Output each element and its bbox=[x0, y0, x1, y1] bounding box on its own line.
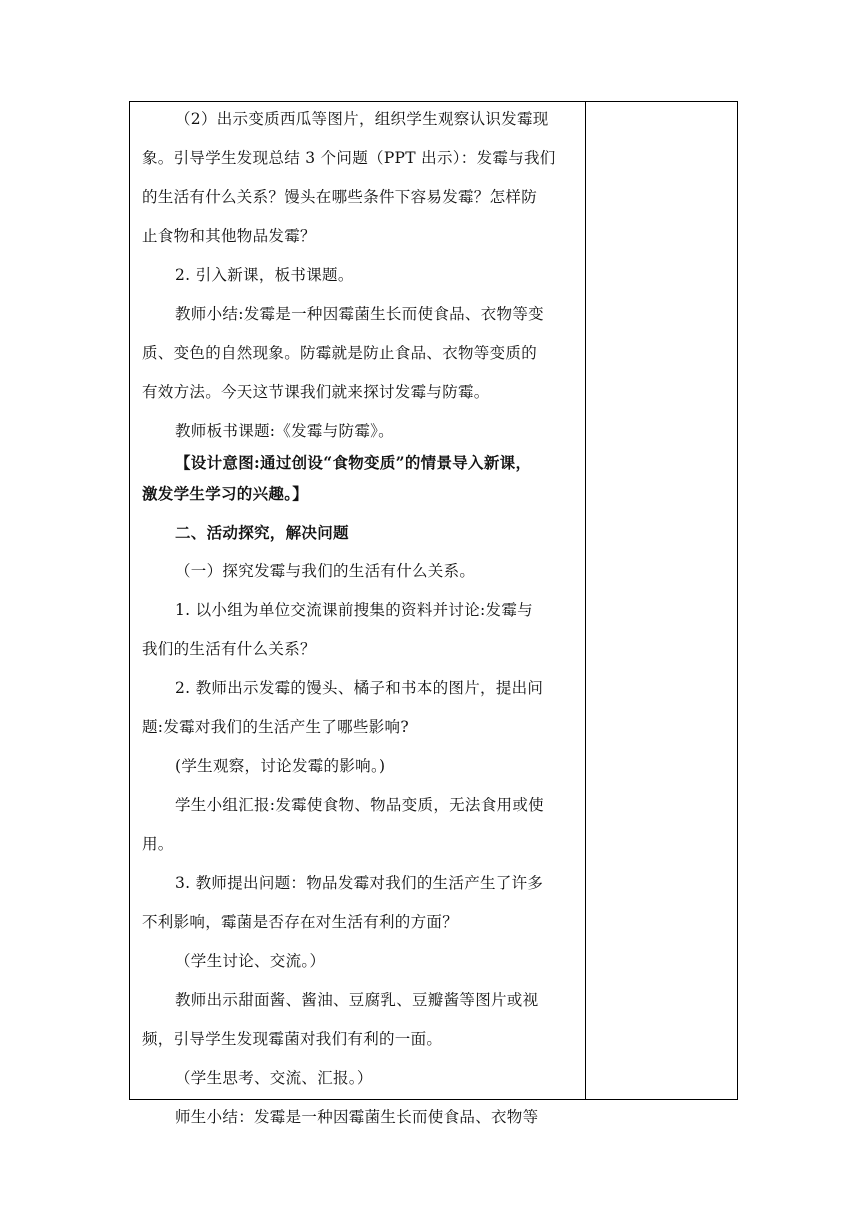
text-line: (学生观察，讨论发霉的影响。) bbox=[175, 757, 386, 775]
lesson-content-cell bbox=[130, 102, 586, 1126]
text-line: （2）出示变质西瓜等图片，组织学生观察认识发霉现 bbox=[175, 110, 549, 128]
text-line: 3. 教师提出问题：物品发霉对我们的生活产生了许多 bbox=[175, 874, 544, 892]
text-line: （学生思考、交流、汇报。） bbox=[175, 1069, 373, 1087]
text-line: 质、变色的自然现象。防霉就是防止食品、衣物等变质的 bbox=[142, 344, 538, 362]
text-line: 题:发霉对我们的生活产生了哪些影响? bbox=[142, 718, 409, 736]
text-line: 止食物和其他物品发霉？ bbox=[142, 227, 316, 245]
text-line: 教师小结:发霉是一种因霉菌生长而使食品、衣物等变 bbox=[175, 305, 544, 323]
text-line: 教师板书课题:《发霉与防霉》。 bbox=[175, 422, 394, 440]
design-intent-line: 激发学生学习的兴趣。】 bbox=[142, 484, 309, 503]
lesson-plan-table bbox=[129, 101, 738, 1126]
subsection-heading: （一）探究发霉与我们的生活有什么关系。 bbox=[175, 562, 476, 580]
text-line: 频，引导学生发现霉菌对我们有利的一面。 bbox=[142, 1030, 443, 1048]
text-line: 的生活有什么关系？馒头在哪些条件下容易发霉？怎样防 bbox=[142, 188, 538, 206]
text-line: 师生小结：发霉是一种因霉菌生长而使食品、衣物等 bbox=[175, 1108, 539, 1126]
text-line: 有效方法。今天这节课我们就来探讨发霉与防霉。 bbox=[142, 383, 490, 401]
text-line: 2. 引入新课，板书课题。 bbox=[175, 266, 354, 284]
text-line: 2. 教师出示发霉的馒头、橘子和书本的图片，提出问 bbox=[175, 679, 544, 697]
text-line: 不利影响，霉菌是否存在对生活有利的方面？ bbox=[142, 913, 459, 931]
notes-cell bbox=[586, 102, 737, 1099]
text-line: 教师出示甜面酱、酱油、豆腐乳、豆瓣酱等图片或视 bbox=[175, 991, 539, 1009]
text-line: 象。引导学生发现总结 3 个问题（PPT 出示）：发霉与我们 bbox=[142, 149, 556, 167]
text-line: 1. 以小组为单位交流课前搜集的资料并讨论:发霉与 bbox=[175, 601, 533, 619]
text-line: （学生讨论、交流。） bbox=[175, 952, 326, 970]
section-heading: 二、活动探究，解决问题 bbox=[175, 523, 349, 542]
text-line: 用。 bbox=[142, 835, 174, 853]
text-line: 我们的生活有什么关系？ bbox=[142, 640, 316, 658]
text-line: 学生小组汇报:发霉使食物、物品变质，无法食用或使 bbox=[175, 796, 544, 814]
design-intent-line: 【设计意图:通过创设“食物变质”的情景导入新课， bbox=[175, 453, 532, 472]
